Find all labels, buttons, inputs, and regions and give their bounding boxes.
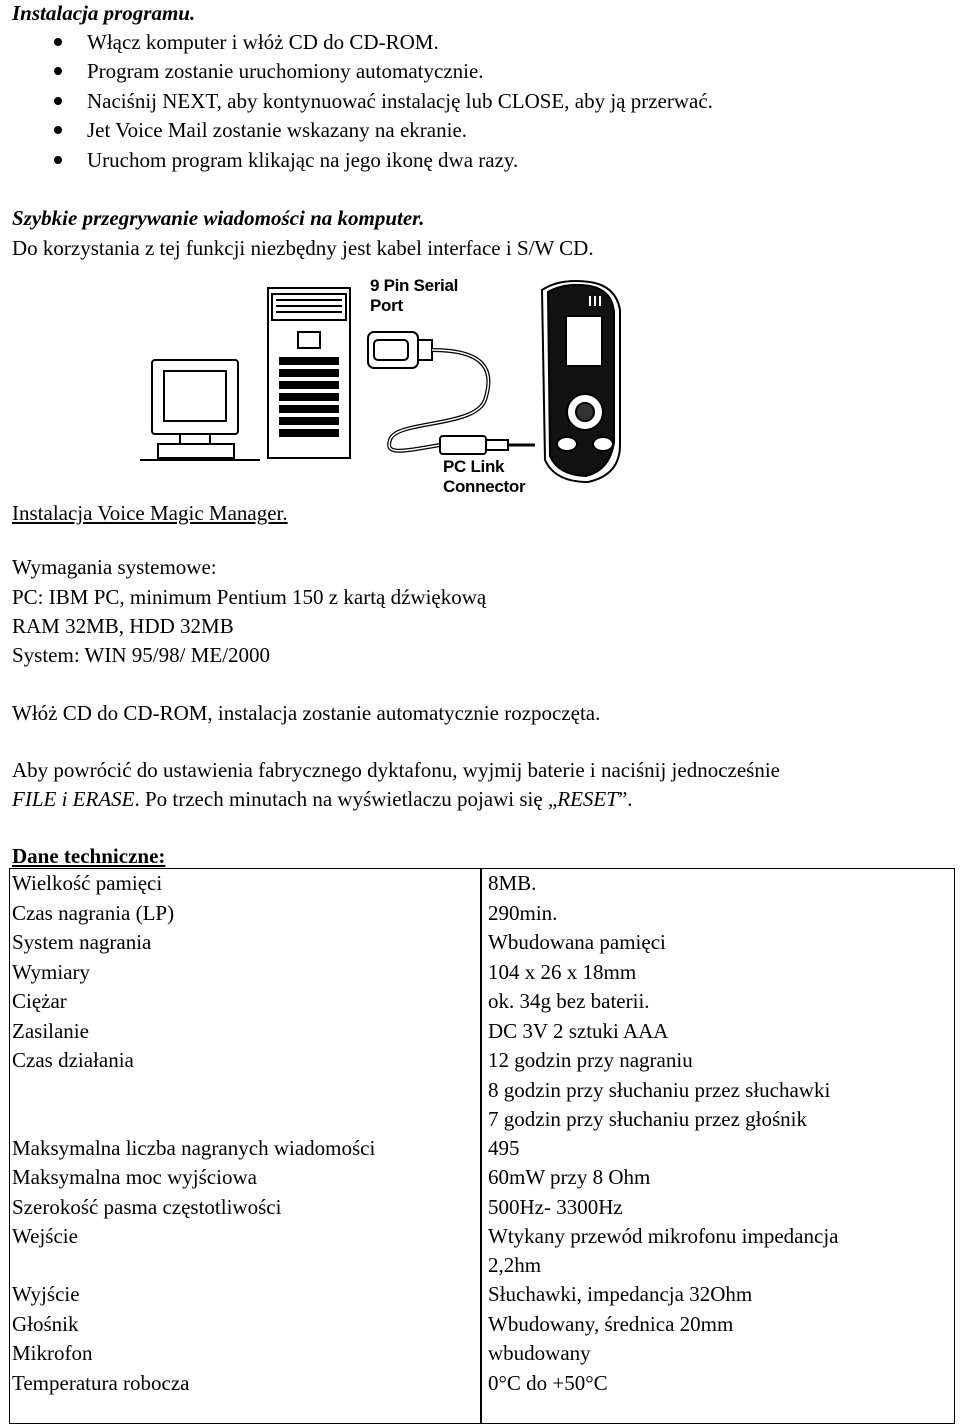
- spec-label: Mikrofon: [12, 1341, 93, 1365]
- spec-value: 104 x 26 x 18mm: [488, 960, 637, 984]
- spec-value: DC 3V 2 sztuki AAA: [488, 1019, 669, 1043]
- serial-port-label-2: Port: [370, 296, 403, 315]
- fast-transfer-text: Do korzystania z tej funkcji niezbędny jest kabel interface i S/W CD.: [12, 236, 594, 260]
- fast-transfer-heading: Szybkie przegrywanie wiadomości na komputer.: [12, 206, 425, 230]
- requirements-title: Wymagania systemowe:: [12, 555, 217, 579]
- spec-label: Temperatura robocza: [12, 1371, 190, 1395]
- connection-figure: [140, 270, 630, 502]
- reset-word: RESET: [557, 787, 618, 811]
- spec-label: Wyjście: [12, 1282, 80, 1306]
- spec-value: 2,2hm: [488, 1253, 542, 1277]
- pc-link-connector-icon: [440, 436, 535, 454]
- spec-value: 495: [488, 1136, 520, 1160]
- reset-text-line-1: Aby powrócić do ustawienia fabrycznego dyktafonu, wyjmij baterie i naciśnij jednocześnie: [12, 758, 780, 782]
- spec-label: Wielkość pamięci: [12, 871, 163, 895]
- spec-label: Maksymalna liczba nagranych wiadomości: [12, 1136, 376, 1160]
- list-item: Program zostanie uruchomiony automatycznie.: [87, 59, 484, 83]
- spec-label: Szerokość pasma częstotliwości: [12, 1195, 282, 1219]
- monitor-icon: [140, 360, 260, 460]
- specs-divider: [480, 868, 482, 1424]
- list-item: Uruchom program klikając na jego ikonę dwa razy.: [87, 148, 519, 172]
- spec-value: ok. 34g bez baterii.: [488, 989, 650, 1013]
- spec-value: 7 godzin przy słuchaniu przez głośnik: [488, 1107, 807, 1131]
- pc-link-label-2: Connector: [443, 477, 526, 496]
- serial-port-label: 9 Pin Serial: [370, 276, 459, 295]
- pc-tower-icon: [268, 288, 350, 458]
- spec-value: 12 godzin przy nagraniu: [488, 1048, 693, 1072]
- spec-value: Słuchawki, impedancja 32Ohm: [488, 1282, 753, 1306]
- requirements-system: System: WIN 95/98/ ME/2000: [12, 643, 271, 667]
- list-item: Naciśnij NEXT, aby kontynuować instalację lub CLOSE, aby ją przerwać.: [87, 89, 713, 113]
- spec-value: 290min.: [488, 901, 558, 925]
- specs-heading: Dane techniczne:: [12, 844, 166, 868]
- spec-value: Wtykany przewód mikrofonu impedancja: [488, 1224, 839, 1248]
- reset-keys: FILE i ERASE: [12, 787, 135, 811]
- reset-text-end: ”.: [617, 787, 633, 811]
- spec-value: 60mW przy 8 Ohm: [488, 1165, 651, 1189]
- spec-label: Głośnik: [12, 1312, 79, 1336]
- spec-value: 8 godzin przy słuchaniu przez słuchawki: [488, 1078, 831, 1102]
- serial-connector-icon: [368, 332, 432, 368]
- list-item: Jet Voice Mail zostanie wskazany na ekranie.: [87, 118, 468, 142]
- bullet-icon: [54, 67, 62, 75]
- spec-label: Czas działania: [12, 1048, 134, 1072]
- spec-label: Czas nagrania (LP): [12, 901, 175, 925]
- spec-value: Wbudowany, średnica 20mm: [488, 1312, 734, 1336]
- bullet-icon: [54, 156, 62, 164]
- bullet-icon: [54, 38, 62, 46]
- spec-value: 8MB.: [488, 871, 537, 895]
- spec-value: wbudowany: [488, 1341, 591, 1365]
- spec-value: Wbudowana pamięci: [488, 930, 666, 954]
- spec-label: Wejście: [12, 1224, 78, 1248]
- spec-value: 0°C do +50°C: [488, 1371, 608, 1395]
- reset-text-line-2: [12, 786, 633, 812]
- spec-value: 500Hz- 3300Hz: [488, 1195, 623, 1219]
- spec-label: Ciężar: [12, 989, 67, 1013]
- bullet-icon: [54, 97, 62, 105]
- pc-link-label: PC Link: [443, 457, 505, 476]
- spec-label: Wymiary: [12, 960, 91, 984]
- voice-recorder-icon: [542, 281, 620, 482]
- install-heading: Instalacja programu.: [12, 1, 196, 25]
- bullet-icon: [54, 126, 62, 134]
- requirements-pc: PC: IBM PC, minimum Pentium 150 z kartą dźwiękową: [12, 585, 487, 609]
- list-item: Włącz komputer i włóż CD do CD-ROM.: [87, 30, 439, 54]
- reset-text: . Po trzech minutach na wyświetlaczu pojawi się „: [134, 787, 558, 811]
- requirements-ram: RAM 32MB, HDD 32MB: [12, 614, 234, 638]
- spec-label: Zasilanie: [12, 1019, 89, 1043]
- manager-heading: Instalacja Voice Magic Manager.: [12, 501, 288, 525]
- install-note: Włóż CD do CD-ROM, instalacja zostanie automatycznie rozpoczęta.: [12, 701, 601, 725]
- spec-label: System nagrania: [12, 930, 152, 954]
- spec-label: Maksymalna moc wyjściowa: [12, 1165, 257, 1189]
